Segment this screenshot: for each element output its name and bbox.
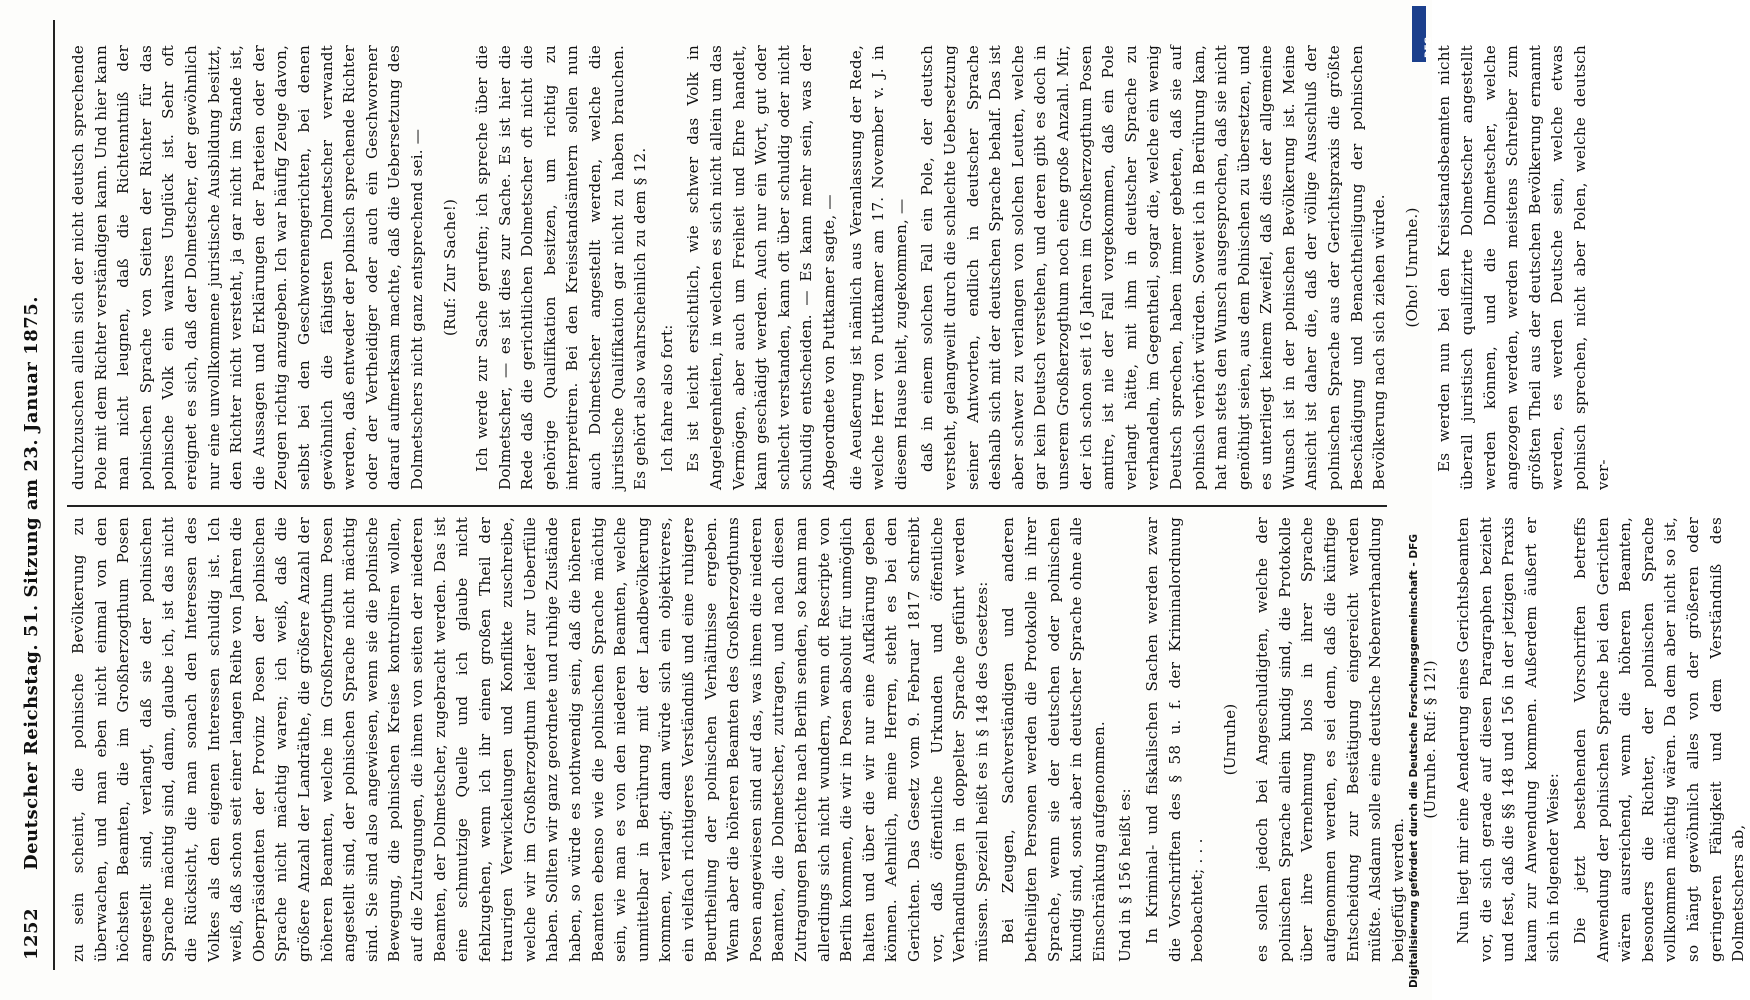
interjection: (Unruhe) [1220,703,1239,776]
paragraph: Nun liegt mir eine Aenderung eines Gerichtsbeamten vor, die sich gerade auf diesen Paragraphen bezieht und fest, daß die §§ 148 und 156 in der jetzigen Praxis kaum zur Anwendung kommen. Außerdem äußert er sich in folgender Weise: [1454,517,1563,962]
interjection: (Ruf: Zur Sache!) [440,198,459,337]
column-rule [67,505,1387,507]
paragraph: Und in § 156 heißt es: [1116,788,1135,962]
quote-paragraph: daß in einem solchen Fall ein Pole, der deutsch versteht, gelangweilt durch die schlechte Uebersetzung seiner Antworten, endlich in deutscher Sprache deshalb sich mit der deutschen Sprache behalf. Das ist aber schwer zu verlangen von solchen Leuten, welche gar kein Deutsch verstehen, und deren gibt es doch in unserem Großherzogthum noch eine große Anzahl. Mir, der ich schon seit 16 Jahren im Großherzogthum Posen amtire, ist nie der Fall vorgekommen, daß ein Pole verlangt hätte, mit ihm in deutscher Sprache zu verhandeln, im Gegentheil, sogar die, welche ein wenig Deutsch sprechen, haben immer gebeten, daß sie auf polnisch verhört würden. Soweit ich in Berührung kam, hat man stets den Wunsch ausgesprochen, daß sie nicht genöthigt seien, aus dem Polnischen zu übersetzen, und es unterliegt keinem Zweifel, daß dies der allgemeine Wunsch ist in der polnischen Bevölkerung ist. Meine Ansicht ist daher die, daß der völlige Ausschluß der polnischen Sprache aus der Gerichtspraxis die größte Beschädigung und Benachtheiligung der polnischen Bevölkerung nach sich ziehen würde. [918,45,1389,490]
digitization-note: Digitalisierung gefördert durch die Deutsche Forschungsgemeinschaft - DFG [1408,534,1420,988]
quote-paragraph: es sollen jedoch bei Angeschuldigten, welche der polnischen Sprache allein kundig sind, die Protokolle über ihre Vernehmung blos in ihrer Sprache aufgenommen werden, es sei denn, daß die künftige Entscheidung zur Bestätigung eingereicht werden müßte. Alsdann solle eine deutsche Nebenverhandlung beigefügt werden. [1253,517,1407,962]
running-title: Deutscher Reichstag. 51. Sitzung am 23. Januar 1875. [21,295,42,870]
quote-paragraph: Die jetzt bestehenden Vorschriften betreffs Anwendung der polnischen Sprache bei den Gerichten wären ausreichend, wenn die höheren Beamten, besonders die Richter, der polnischen Sprache vollkommen mächtig wären. Da dem aber nicht so ist, so hängt gewöhnlich alles von der größeren oder geringeren Fähigkeit und dem Verständniß des Dolmetschers ab, [1571,517,1748,962]
page-number: 1252 [21,907,42,960]
header-rule [53,20,55,970]
page-header [15,10,55,990]
quote-paragraph: Bei Zeugen, Sachverständigen und anderen betheiligten Personen werden die Protokolle in ihrer Sprache, wenn sie der deutschen oder polnischen kundig sind, sonst aber in deutscher Sprache ohne alle Einschränkung aufgenommen. [999,517,1108,962]
paragraph: die Aeußerung ist nämlich aus Veranlassung der Rede, welche Herr von Puttkamer am 17. November v. J. in diesem Hause hielt, zugekommen, — [846,45,910,490]
paragraph: Ich werde zur Sache gerufen; ich spreche über die Dolmetscher, — es ist dies zur Sache. Es ist hier die Rede daß die gerichtlichen Dolmetscher oft nicht die gehörige Qualifikation besitzen, um richtig zu interpretiren. Bei den Kreisstandsämtern sollen nun auch Dolmetscher angestellt werden, welche die juristische Qualifikation gar nicht zu haben brauchen. Es gehört also wahrscheinlich zu dem § 12. [473,45,650,490]
paragraph: zu sein scheint, die polnische Bevölkerung zu überwachen, und man eben nicht einmal von den höchsten Beamten, die im Großherzogthum Posen angestellt sind, verlangt, daß sie der polnischen Sprache mächtig sind, dann, glaube ich, ist das nicht die Rücksicht, die man sonach den Interessen des Volkes als den eigenen Interessen schuldig ist. Ich weiß, daß schon seit einer langen Reihe von Jahren die Oberpräsidenten der Provinz Posen der polnischen Sprache nicht mächtig waren; ich weiß, daß die größere Anzahl der Landräthe, die größere Anzahl der höheren Beamten, welche im Großherzogthum Posen angestellt sind, der polnischen Sprache nicht mächtig sind. Sie sind also angewiesen, wenn sie die polnische Bewegung, die polnischen Kreise kontroliren wollen, auf die Zutragungen, die ihnen von seiten der niederen Beamten, der Dolmetscher, zugebracht werden. Das ist eine schmutzige Quelle und ich glaube nicht fehlzugehen, wenn ich ihr einen großen Theil der traurigen Verwickelungen und Konflikte zuschreibe, welche wir im Großherzogthum leider zur Ueberfülle haben. Sollten wir ganz geordnete und ruhige Zustände haben, so würde es nothwendig sein, daß die höheren Beamten ebenso wie die polnischen Sprache mächtig sein, wie man es von den niederen Beamten, welche unmittelbar in Berührung mit der Landbevölkerung kommen, verlangt; dann würde sich ein objektiveres, ein vielfach richtigeres Verständniß und eine ruhigere Beurtheilung der polnischen Verhältnisse ergeben. Wenn aber die höheren Beamten des Großherzogthums Posen angewiesen sind auf das, was ihnen die niederen Beamten, die Dolmetscher, zutragen, und nach diesen Zutragungen Berichte nach Berlin senden, so kann man allerdings sich nicht wundern, wenn oft Rescripte von Berlin kommen, die wir in Posen absolut für unmöglich halten und über die wir nur eine Aufklärung geben können. Aehnlich, meine Herren, steht es bei den Gerichten. Das Gesetz vom 9. Februar 1817 schreibt vor, daß öffentliche Urkunden und öffentliche Verhandlungen in doppelter Sprache geführt werden müssen. Speziell heißt es in § 148 des Gesetzes: [69,517,991,962]
dfg-logo-text: DFG [1424,36,1434,58]
quote-paragraph: Es ist leicht ersichtlich, wie schwer das Volk in Angelegenheiten, in welchen es sich nicht allein um das Vermögen, aber auch um Freiheit und Ehre handelt, kann geschädigt werden. Auch nur ein Wort, gut oder schlecht verstanden, kann oft über schuldig oder nicht schuldig entscheiden. — Es kann mehr sein, was der Abgeordnete von Puttkamer sagte, — [684,45,838,490]
paragraph: durchzuschen allein sich der nicht deutsch sprechende Pole mit dem Richter verständigen kann. Und hier kann man nicht leugnen, daß die Richtenntniß der polnischen Sprache von Seiten der Richter für das polnische Volk ein wahres Unglück ist. Sehr oft ereignet es sich, daß der Dolmetscher, der gewöhnlich nur eine unvollkommene juristische Ausbildung besitzt, den Richter nicht versteht, ja gar nicht im Stande ist, die Aussagen und Erklärungen der Parteien oder der Zeugen richtig anzugeben. Ich war häufig Zeuge davon, selbst bei den Geschworenengerichten, bei denen gewöhnlich die fähigsten Dolmetscher verwandt werden, daß entweder der polnisch sprechende Richter oder der Vertheidiger oder auch ein Geschworener darauf aufmerksam machte, daß die Uebersetzung des Dolmetschers nicht ganz entsprechend sei. — [69,45,426,490]
quote-paragraph: In Kriminal- und fiskalischen Sachen werden zwar die Vorschriften des § 58 u. f. der Kriminalordnung beobachtet; . . . [1142,517,1207,962]
interjection: (Oho! Unruhe.) [1402,207,1421,328]
paragraph: Ich fahre also fort: [657,324,676,472]
paragraph: Es werden nun bei den Kreisstandsbeamten nicht überall juristisch qualifizirte Dolmetscher angestellt werden können, und die Dolmetscher, welche angezogen werden, werden meistens Schreiber zum größten Theil aus der deutschen Bevölkerung ernannt werden, es werden Deutsche sein, welche etwas polnisch sprechen, nicht aber Polen, welche deutsch ver- [1435,45,1612,490]
interjection: (Unruhe. Ruf: § 12!) [1421,660,1440,819]
